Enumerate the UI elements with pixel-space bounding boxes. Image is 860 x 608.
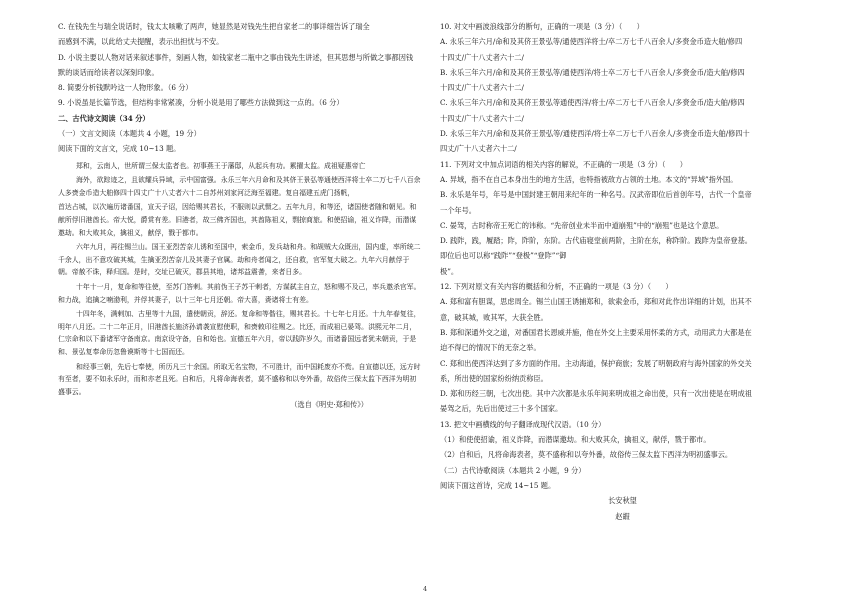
text-line: A. 郑和富有胆谋，思虑周全。锡兰山国王诱捕郑和，欲索金币，郑和对此作出详细的计划，出其不 [440,297,752,307]
text-line: D. 永乐三年六月/命和及其侪王景弘等/通使西洋/将士卒二万七千八百余人/多赍金币造大舶/修四十 [440,129,750,139]
text-line: （1）和使使招谕，祖义诈降，而潜谋邀劫。和大败其众，擒祖义，献俘，戮于都市。 [440,435,711,445]
text-line: D. 践阼，践，履踏；阼，阼阶，东阶。古代庙寝堂前两阶，主阶在东，称阼阶。践阼为皇帝登基。 [440,236,752,246]
text-line: 阅读下面的文言文，完成 10~13 题。 [58,144,181,154]
text-line: 极”。 [440,266,459,276]
text-line: 意，破其城，败其军，大获全胜。 [440,312,548,322]
page-number: 4 [423,585,428,593]
text-line: 10. 对文中画波浪线部分的断句，正确的一项是（3 分）（ ） [440,22,644,31]
passage-paragraph: 十四年冬，满剌加、古里等十九国，遣使朝贡，辞还。复命和等偕往，赐其君长。十七年七月还。十九年春复往，明年八月还。二十二年正月，旧港酋长施济孙请袭宣慰使职，和赍敕印往赐之。比还，而成祖已晏驾。洪熙元年二月，仁宗命和以下番诸军守备南京。南京设守备，自和始也。宣德五年六月，帝以践阼岁久，而诸番国远者犹未朝贡，于是和、景弘复奉命历忽鲁谟斯等十七国而还。 [58,310,421,356]
text-line: 默的谈话而给读者以深刻印象。 [58,67,159,77]
text-line: A. 永乐三年六月/命和及其侪王景弘等/通使西洋将士/卒二万七千八百余人/多赍金币造大舶/修四 [440,37,743,47]
text-line: 晏驾之后，先后出使过三十多个国家。 [440,404,563,414]
text-line: C. 在钱先生与瑞全说话时，钱太太咳嗽了两声，她显然是对钱先生把自家老二的事详细告诉了瑞全 [58,22,370,31]
text-line: 9. 小说虽是长篇节选，但结构非常紧凑，分析小说是用了哪些方法做到这一点的。（6 分） [58,98,344,108]
passage-paragraph: 首达占城，以次遍历诸番国，宣天子诏，因给赐其君长，不服则以武慑之。五年九月，和等还，诸国使者随和朝见。和献所俘旧港酋长。帝大悦，爵赏有差。旧港者，故三佛齐国也，其酋陈祖义，剽掠商旅。和使招谕，祖义诈降，而潜谋邀劫。和大败其众，擒祖义，献俘，戮于都市。 [58,203,417,237]
passage-paragraph: 六年九月，再往锡兰山。国王亚烈苦奈儿诱和至国中，索金币，发兵劫和舟。和觇贼大众既出，国内虚，率所统二千余人，出不意攻破其城，生擒亚烈苦奈儿及其妻子官属。劫和舟者闻之，还自救，官军复大破之。九年六月献俘于朝。帝赦不诛，释归国。是时，交址已破灭，郡县其地，诸邦益震詟，来者日多。 [58,243,421,277]
text-line: B. 郑和深通外交之道，对番国君长恩威并施，他在外交上主要采用怀柔的方式，动用武力大都是在 [440,327,752,337]
text-line: 13. 把文中画横线的句子翻译成现代汉语。（10 分） [440,419,606,429]
text-line: B. 永乐是年号，年号是中国封建王朝用来纪年的一种名号。汉武帝即位后首创年号，古代一个皇帝 [440,190,752,200]
text-line: 四丈/广十八丈者六十二/ [440,144,517,154]
passage-paragraph: 和经事三朝，先后七奉使，所历凡三十余国。所取无名宝物，不可胜计，而中国耗废亦不赀。自宣德以还，远方时有至者，要不如永乐时，而和亦老且死。自和后，凡将命海表者，莫不盛称和以夸外番，故俗传三保太监下西洋为明初盛事云。 [58,362,421,396]
left-question-lines [58,22,423,153]
passage-paragraph: 郑和，云南人，世所谓三保太监者也。初事燕王于藩邸，从起兵有功。累擢太监。成祖疑惠帝亡 [76,161,366,170]
right-column [440,22,805,527]
text-line: 十四丈/广十八丈者六十二/ [440,52,524,62]
passage-paragraph: 十年十一月，复命和等往使，至苏门答剌。其前伪王子苏干剌者，方谋弑主自立，怒和赐不及己，率兵邀杀官军。和力战，追擒之喃渤利，并俘其妻子，以十三年七月还朝。帝大喜，赉诸将士有差。 [58,283,421,304]
text-line: D. 小说主要以人物对话来叙述事件，刻画人物，如钱家老二瓶中之事由钱先生讲述，但其思想与所做之事都因钱 [58,52,414,62]
text-line: A. 异域，指不在自己本身出生的地方生活，也特指被敌方占领的土地。本文的“异域”指外国。 [440,174,738,184]
text-line: （2）自和后，凡将命海表者，莫不盛称和以夸外番，故俗传三保太监下西洋为明初盛事云。 [440,450,733,460]
text-line: 8. 简要分析钱默吟这一人物形象。（6 分） [58,83,193,93]
text-line: 阅读下面这首诗，完成 14~15 题。 [440,480,556,490]
text-line: 11. 下列对文中加点词语的相关内容的解说，不正确的一项是（3 分）（ ） [440,159,687,169]
text-line: C. 郑和出使西洋达到了多方面的作用。主动海道，保护商旅；发展了明朝政府与海外国家的外交关 [440,358,752,368]
text-line: 12. 下列对原文有关内容的概括和分析，不正确的一项是（3 分）（ ） [440,282,673,292]
text-line: D. 郑和历经三朝，七次出使。其中六次都是永乐年间来明成祖之命出使，只有一次出使是在明成祖 [440,389,752,399]
text-line: 一个年号。 [440,205,476,215]
text-line: 二、古代诗文阅读（34 分） [58,113,150,123]
text-line: 而感到不满，以此给丈夫提醒，表示出担忧与不安。 [58,37,224,47]
text-line: 即位后也可以称“践阼”“登极”“登阼”“御 [440,251,567,261]
text-line: 赵嘏 [615,511,630,521]
text-line: 迫不得已的情况下的无奈之举。 [440,343,541,353]
text-line: （二）古代诗歌阅读（本题共 2 小题，9 分） [440,465,586,475]
left-column [58,22,423,416]
text-line: 系，所出使的国家纷纷纳贡称臣。 [440,373,548,383]
text-line: C. 晏驾，古时称帝王死亡的讳称。“先帝创业未半而中道崩殂”中的“崩殂”也是这个意思。 [440,220,724,230]
text-line: B. 永乐三年六月/命和及其侪王景弘等/通使西洋/将士卒二万七千八百余人/多赍金币/造大舶/修四 [440,67,745,77]
text-line: （一）文言文阅读（本题共 4 小题，19 分） [58,129,201,139]
classical-chinese-passage [58,160,423,399]
text-line: 十四丈/广十八丈者六十二/ [440,83,524,93]
right-question-lines [440,22,805,521]
text-line: 长安秋望 [608,496,637,506]
text-line: 十四丈/广十八丈者六十二/ [440,113,524,123]
passage-paragraph: 海外，欲踪迹之，且欲耀兵异域，示中国富强。永乐三年六月命和及其侪王景弘等通使西洋将士卒二万七千八百余人多赍金币造大舶修四十四丈广十八丈者六十二自苏州刘家河泛海至福建。复自福建五虎门扬帆， [58,176,421,197]
passage-source: （选自《明史·郑和传》） [290,400,368,410]
text-line: C. 永乐三年六月/命和及其侪王景弘等通使西洋/将士/卒二万七千八百余人/多赍金币/造大舶/修四 [440,98,745,108]
